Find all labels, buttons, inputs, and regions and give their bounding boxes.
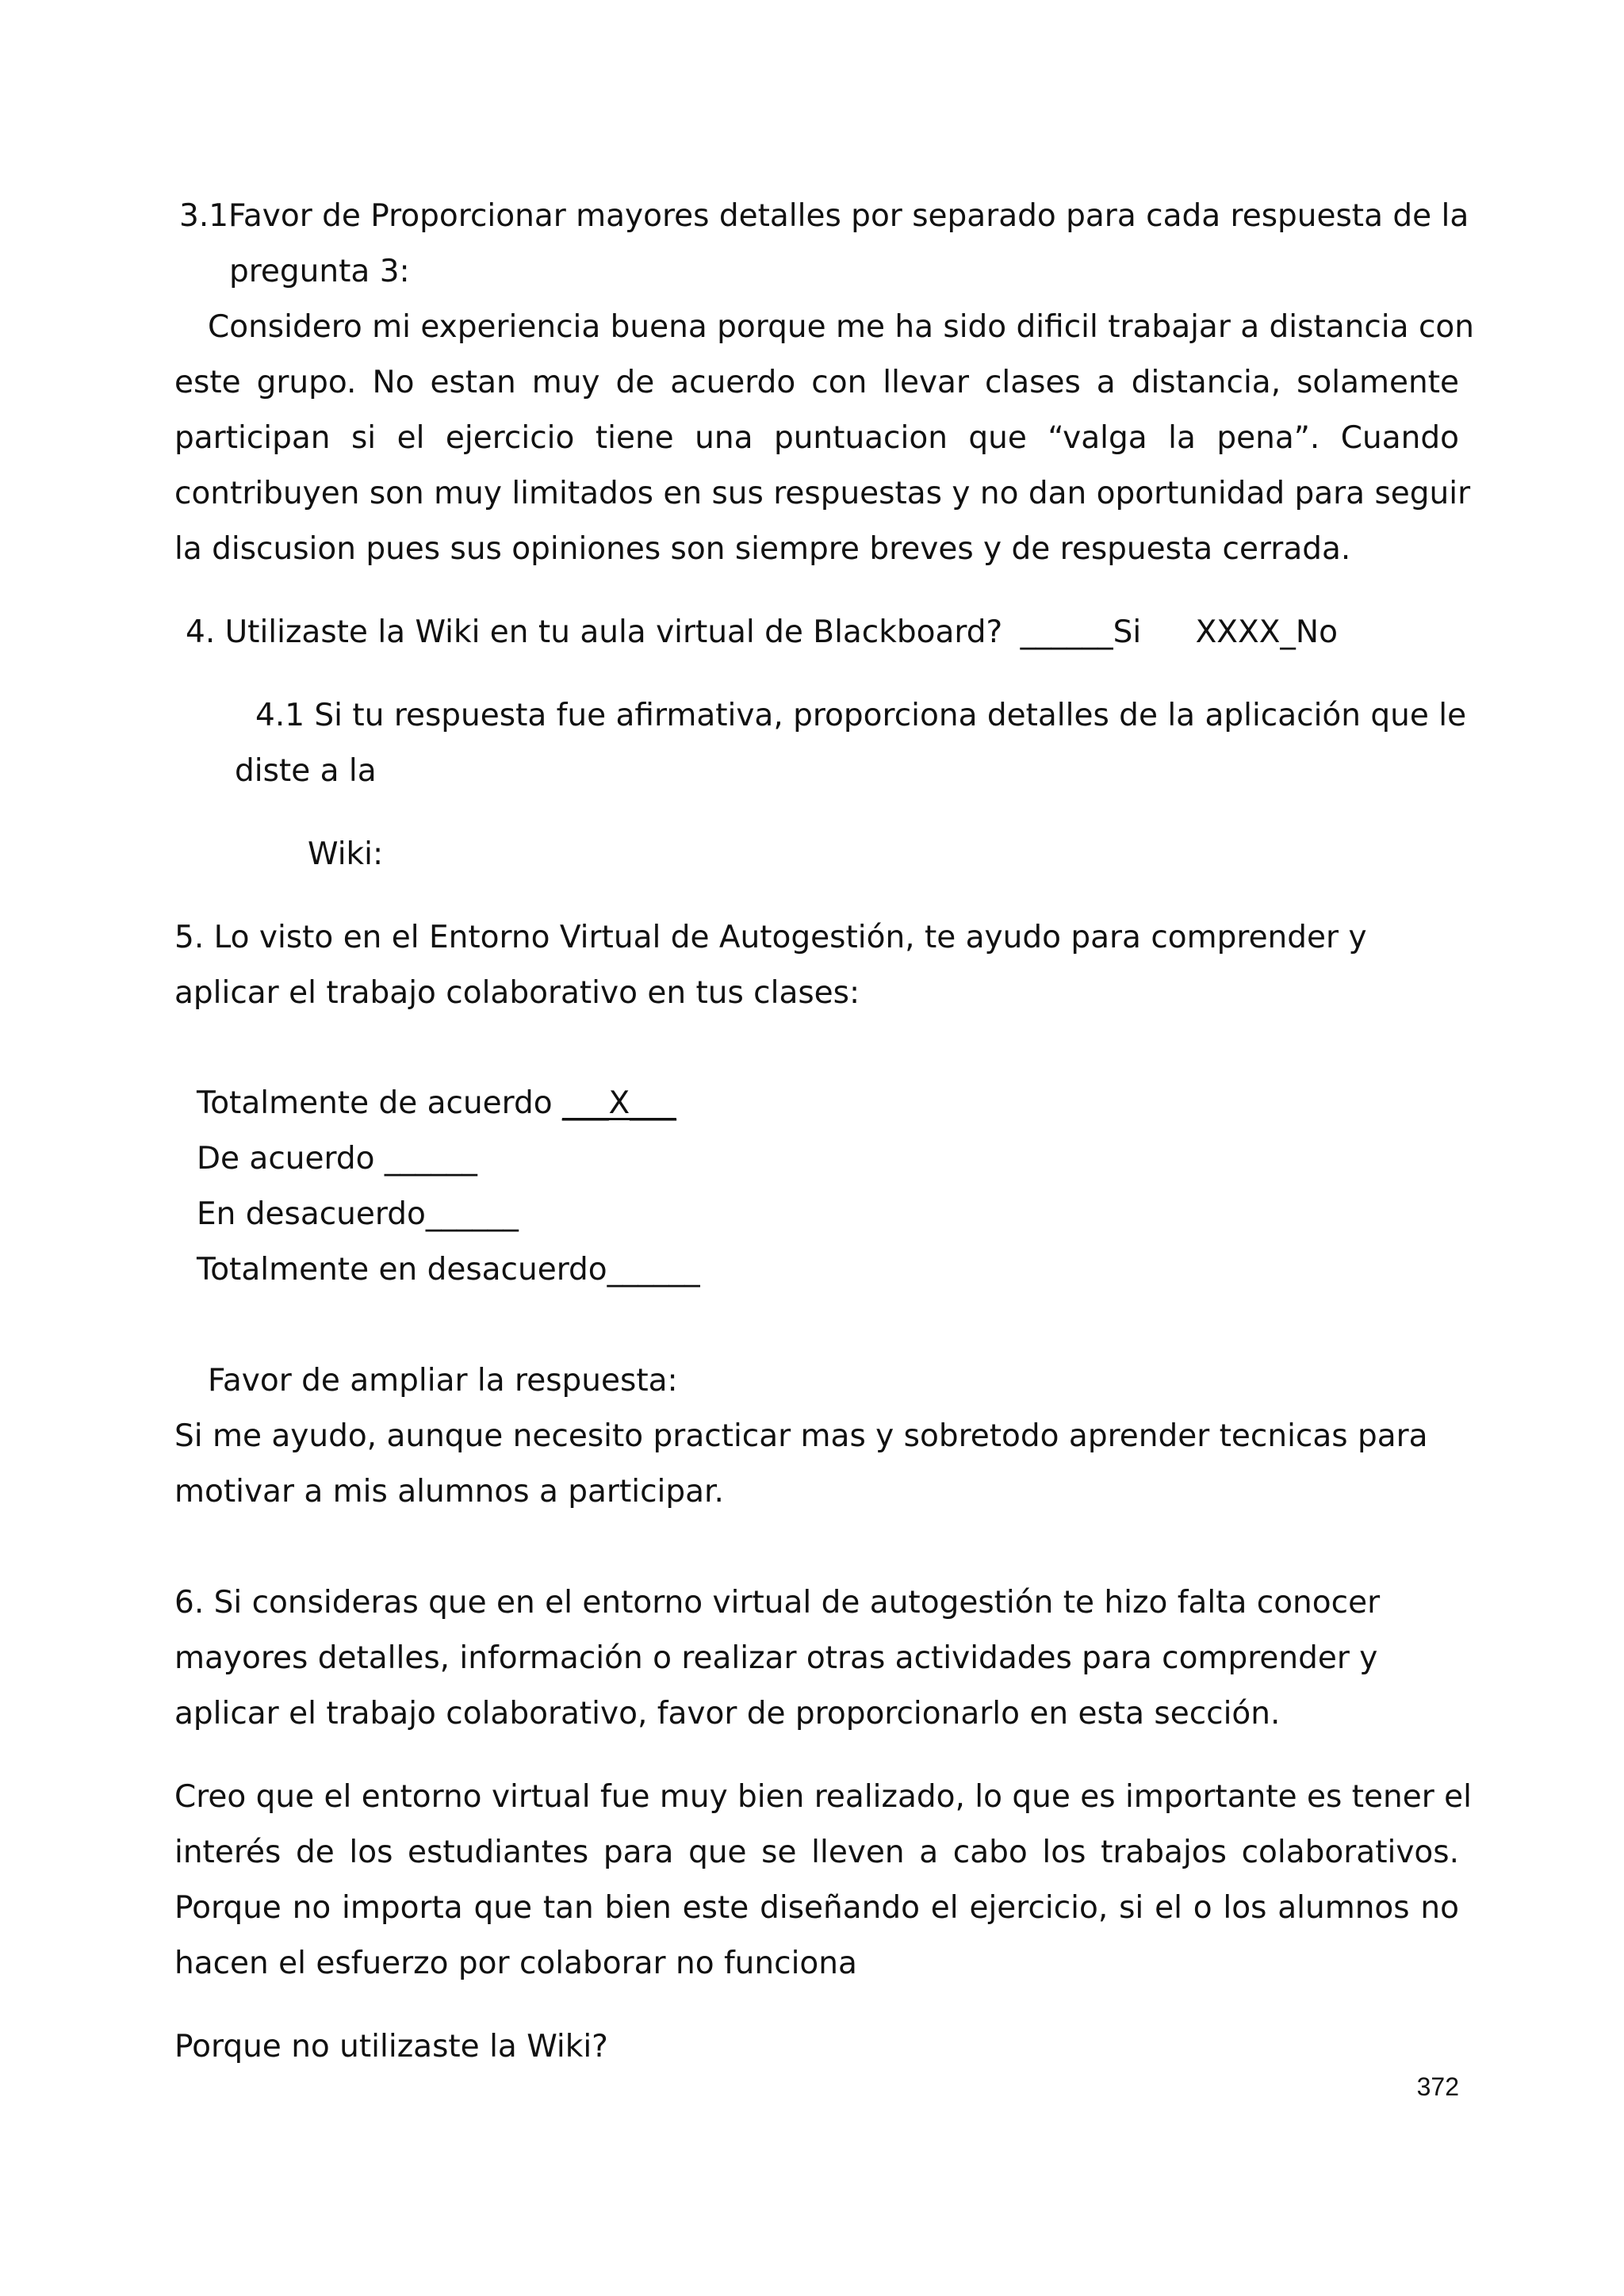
q4-question [186,613,1338,652]
option-mark: ______ [425,1196,519,1232]
q4-no-answer: XXXX_No [1195,614,1338,650]
option-label: Totalmente en desacuerdo [197,1252,607,1288]
option-label: De acuerdo [197,1141,385,1177]
q3-1-answer-line: Considero mi experiencia buena porque me ha sido dificil trabajar a distancia con [208,309,1474,345]
q5-answer-line-2: motivar a mis alumnos a participar. [174,1474,724,1510]
q6-answer-line: Creo que el entorno virtual fue muy bien realizado, lo que es importante es tener el [174,1779,1472,1815]
q4-si-blank: ______ [1020,614,1113,650]
q3-1-line-1: 3.1Favor de Proporcionar mayores detalles por separado para cada respuesta de la [179,198,1469,234]
q6-answer-line: hacen el esfuerzo por colaborar no funciona [174,1946,857,1981]
q5-line-1: 5. Lo visto en el Entorno Virtual de Autogestión, te ayudo para comprender y [174,920,1367,955]
q5-option-de-acuerdo [197,1139,477,1179]
q4-1-line-1: 4.1 Si tu respuesta fue afirmativa, proporciona detalles de la aplicación que le [255,698,1467,733]
q5-option-totalmente-de-acuerdo [197,1084,676,1123]
q6-answer-line: Porque no importa que tan bien este diseñando el ejercicio, si el o los alumnos no [174,1890,1459,1926]
q3-1-answer-line: la discusion pues sus opiniones son siempre breves y de respuesta cerrada. [174,531,1351,567]
q6-line-2: mayores detalles, información o realizar otras actividades para comprender y [174,1640,1378,1676]
option-label: En desacuerdo [197,1196,426,1232]
q5-expand-prompt: Favor de ampliar la respuesta: [208,1363,678,1399]
closing-question: Porque no utilizaste la Wiki? [174,2029,608,2064]
q3-1-answer-line: contribuyen son muy limitados en sus respuestas y no dan oportunidad para seguir [174,476,1471,511]
option-mark: ______ [607,1252,700,1288]
option-mark: ______ [384,1141,477,1177]
q4-question-text: 4. Utilizaste la Wiki en tu aula virtual de Blackboard? [186,614,1003,650]
page-number: 372 [1416,2072,1459,2101]
q4-si-label: Si [1113,614,1142,650]
q3-1-answer-line: este grupo. No estan muy de acuerdo con llevar clases a distancia, solamente [174,365,1459,400]
q6-line-3: aplicar el trabajo colaborativo, favor de proporcionarlo en esta sección. [174,1696,1281,1732]
option-label: Totalmente de acuerdo [197,1085,563,1121]
q5-option-en-desacuerdo [197,1195,519,1234]
q3-1-line-2: pregunta 3: [229,254,410,289]
q6-answer-line: interés de los estudiantes para que se lleven a cabo los trabajos colaborativos. [174,1835,1459,1870]
q5-option-totalmente-en-desacuerdo [197,1250,700,1290]
option-mark: ___X___ [562,1085,676,1121]
q3-1-answer-line: participan si el ejercicio tiene una puntuacion que “valga la pena”. Cuando [174,420,1459,456]
q6-line-1: 6. Si consideras que en el entorno virtual de autogestión te hizo falta conocer [174,1585,1381,1621]
q4-1-line-2: diste a la [235,753,377,789]
q5-answer-line-1: Si me ayudo, aunque necesito practicar mas y sobretodo aprender tecnicas para [174,1418,1428,1454]
q4-1-line-3: Wiki: [308,836,384,872]
q5-line-2: aplicar el trabajo colaborativo en tus clases: [174,975,860,1011]
